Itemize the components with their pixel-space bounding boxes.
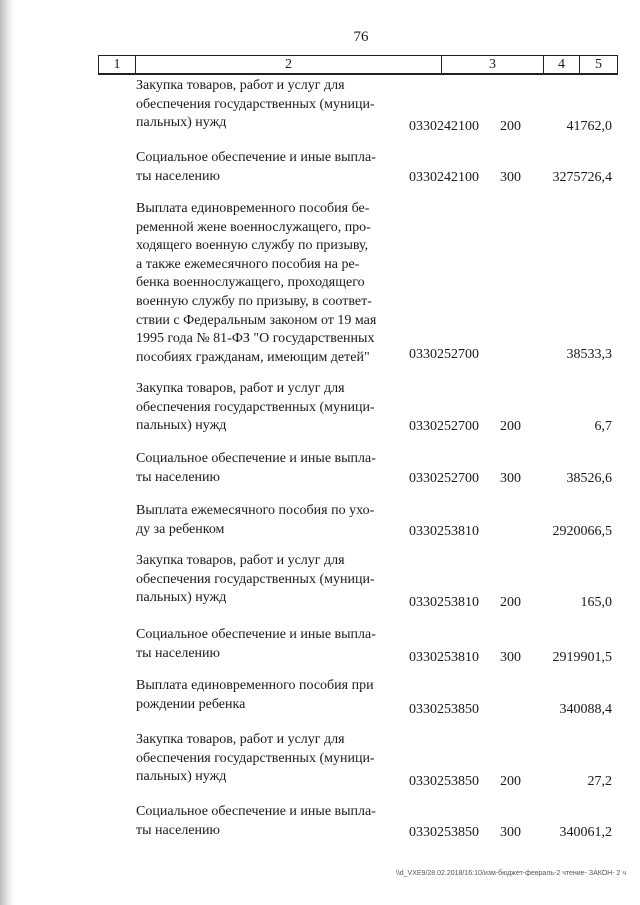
row-description	[136, 731, 399, 787]
row-description	[136, 677, 399, 714]
page-number: 76	[353, 29, 369, 45]
budget-code: 0330253810	[409, 650, 479, 665]
header-col-1: 1	[99, 56, 136, 74]
description-line: пальных) нужд	[136, 769, 227, 785]
description-line: ходящего военную службу по призыву,	[136, 238, 369, 254]
budget-code: 0330253810	[409, 595, 479, 610]
expense-type-code: 300	[500, 650, 521, 665]
amount: 27,2	[587, 774, 612, 789]
description-line: Выплата единовременного пособия при	[136, 678, 374, 693]
description-line: ду за ребенком	[136, 521, 225, 537]
budget-code: 0330253850	[409, 774, 479, 789]
header-col-4: 4	[544, 56, 580, 74]
expense-type-code: 200	[500, 774, 521, 789]
budget-code: 0330242100	[409, 119, 479, 134]
row-description	[136, 149, 399, 186]
description-line: Закупка товаров, работ и услуг для	[136, 553, 345, 568]
row-description	[136, 450, 399, 487]
amount: 41762,0	[566, 119, 612, 134]
row-description	[136, 380, 399, 436]
row-description	[136, 626, 399, 663]
description-line: 1995 года № 81-ФЗ "О государственных	[136, 331, 375, 347]
amount: 2919901,5	[552, 650, 612, 665]
description-line: ствии с Федеральным законом от 19 мая	[136, 312, 377, 328]
row-description	[136, 502, 399, 539]
budget-code: 0330242100	[409, 170, 479, 185]
expense-type-code: 300	[500, 471, 521, 486]
amount: 38533,3	[566, 347, 612, 362]
amount: 6,7	[594, 419, 612, 434]
description-line: ты населению	[136, 469, 220, 485]
expense-type-code: 200	[500, 419, 521, 434]
scan-shadow-edge	[0, 0, 14, 905]
header-col-2: 2	[136, 56, 442, 74]
expense-type-code: 300	[500, 825, 521, 840]
row-description	[136, 77, 399, 133]
row-description	[136, 552, 399, 608]
expense-type-code: 300	[500, 170, 521, 185]
row-description	[136, 200, 399, 367]
description-line: Выплата единовременного пособия бе-	[136, 201, 370, 216]
description-line: пособиях гражданам, имеющим детей"	[136, 349, 370, 365]
description-line: Социальное обеспечение и иные выпла-	[136, 150, 376, 165]
description-line: ты населению	[136, 822, 220, 838]
description-line: рождении ребенка	[136, 696, 246, 712]
budget-code: 0330252700	[409, 419, 479, 434]
budget-code: 0330252700	[409, 471, 479, 486]
header-col-3: 3	[442, 56, 544, 74]
description-line: Социальное обеспечение и иные выпла-	[136, 451, 376, 466]
footer-filepath: \\d_VXE9/28.02.2018/16:10/изм-бюджет-февраль-2 чтение- ЗАКОН- 2 ч	[395, 870, 626, 877]
description-line: пальных) нужд	[136, 418, 227, 434]
budget-code: 0330253810	[409, 524, 479, 539]
description-line: обеспечения государственных (муници-	[136, 399, 375, 415]
amount: 165,0	[580, 595, 612, 610]
amount: 38526,6	[566, 471, 612, 486]
table-header	[98, 55, 618, 75]
description-line: обеспечения государственных (муници-	[136, 96, 375, 112]
description-line: военную службу по призыву, в соответ-	[136, 293, 372, 309]
amount: 340061,2	[559, 825, 612, 840]
expense-type-code: 200	[500, 595, 521, 610]
description-line: Закупка товаров, работ и услуг для	[136, 732, 345, 747]
description-line: пальных) нужд	[136, 590, 227, 606]
expense-type-code: 200	[500, 119, 521, 134]
description-line: Закупка товаров, работ и услуг для	[136, 78, 345, 93]
description-line: обеспечения государственных (муници-	[136, 750, 375, 766]
description-line: обеспечения государственных (муници-	[136, 571, 375, 587]
amount: 2920066,5	[552, 524, 612, 539]
amount: 3275726,4	[552, 170, 612, 185]
amount: 340088,4	[559, 702, 612, 717]
header-col-5: 5	[595, 57, 602, 72]
description-line: Социальное обеспечение и иные выпла-	[136, 804, 376, 819]
description-line: ты населению	[136, 168, 220, 184]
description-line: Выплата ежемесячного пособия по ухо-	[136, 503, 375, 518]
description-line: ты населению	[136, 645, 220, 661]
budget-code: 0330252700	[409, 347, 479, 362]
description-line: Социальное обеспечение и иные выпла-	[136, 627, 376, 642]
description-line: ременной жене военнослужащего, про-	[136, 219, 371, 235]
description-line: бенка военнослужащего, проходящего	[136, 275, 365, 291]
description-line: пальных) нужд	[136, 115, 227, 131]
description-line: Закупка товаров, работ и услуг для	[136, 381, 345, 396]
row-description	[136, 803, 399, 840]
budget-code: 0330253850	[409, 702, 479, 717]
budget-code: 0330253850	[409, 825, 479, 840]
description-line: а также ежемесячного пособия на ре-	[136, 256, 360, 272]
